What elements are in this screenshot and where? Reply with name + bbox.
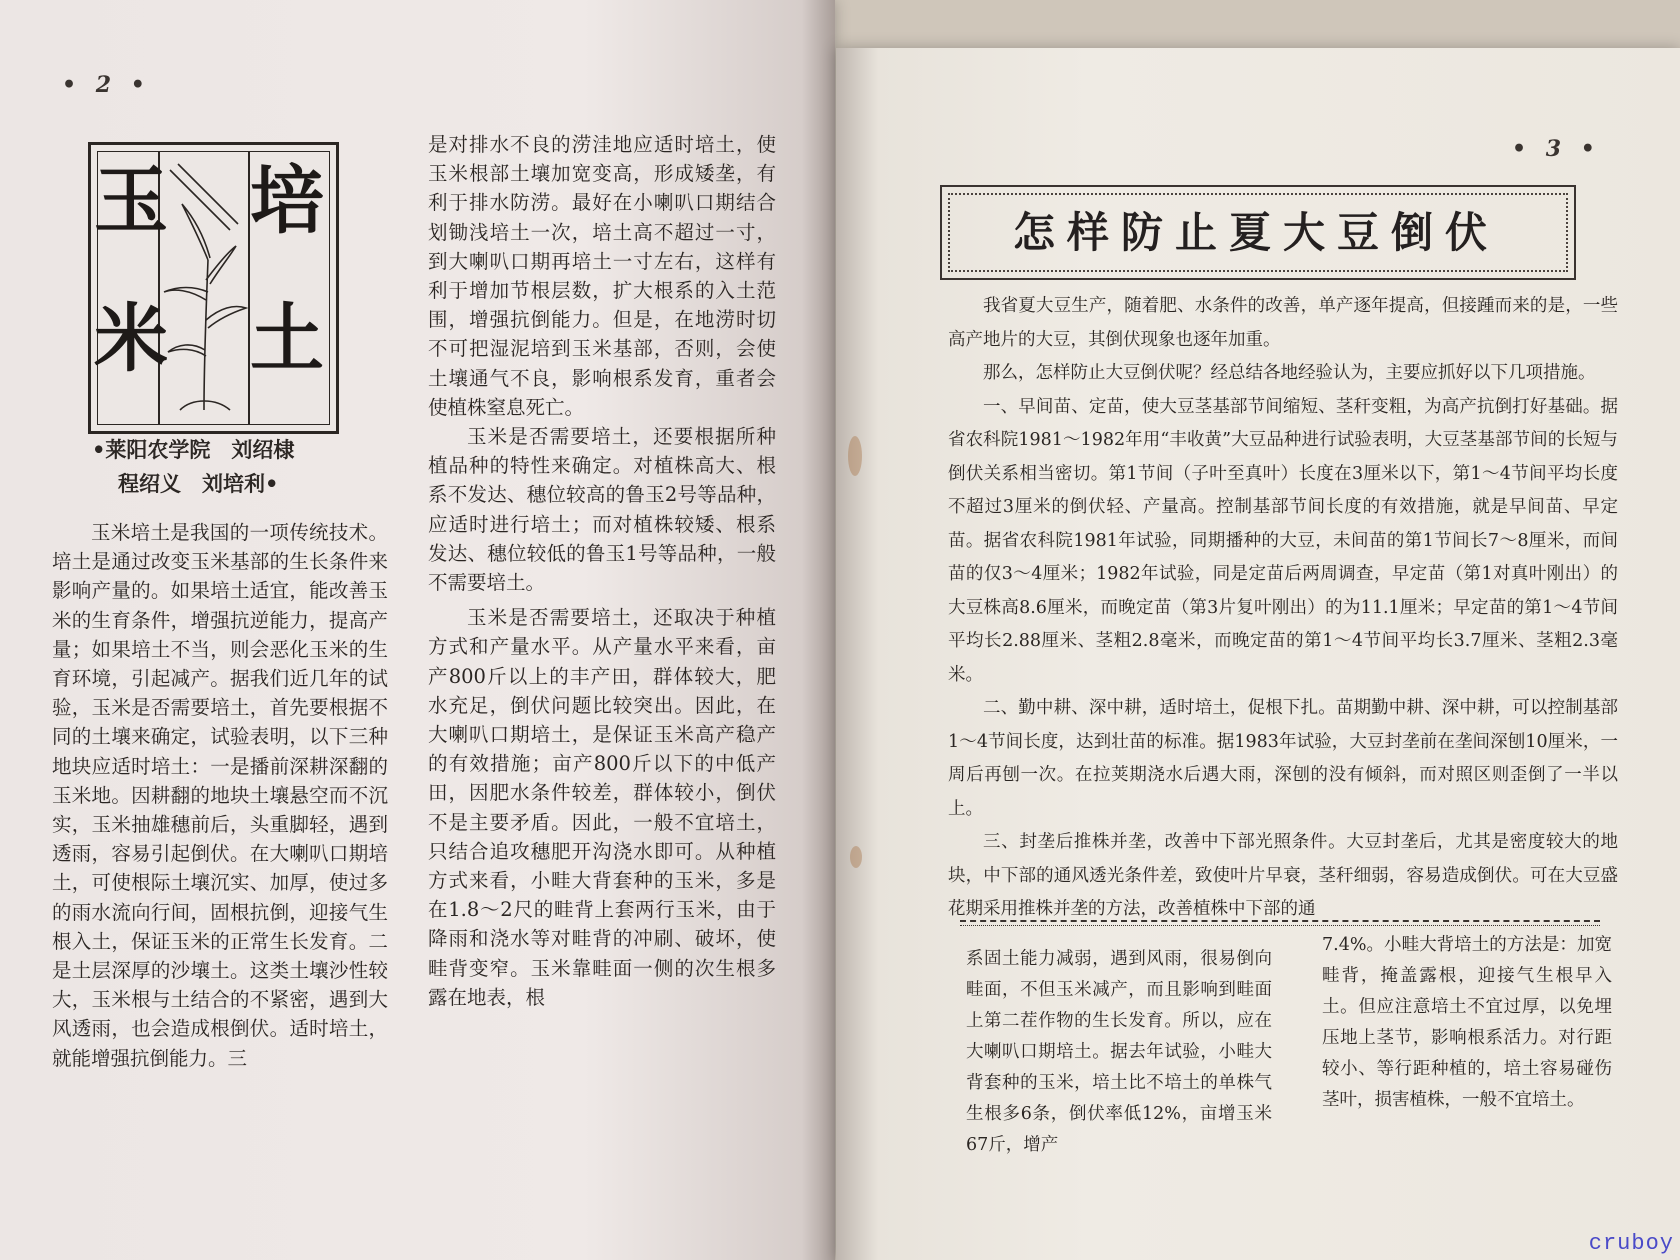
continued-column-left: [966, 944, 1272, 1161]
page-number-left: • 2 •: [62, 72, 151, 98]
title-box: [88, 142, 339, 434]
paragraph: 玉米培土是我国的一项传统技术。培土是通过改变玉米基部的生长条件来影响产量的。如果培土适宜，能改善玉米的生育条件，增强抗逆能力，提高产量；如果培土不当，则会恶化玉米的生育环境，引起减产。据我们近几年的试验，玉米是否需要培土，首先要根据不同的土壤来确定，试验表明，以下三种地块应适时培土：一是播前深耕深翻的玉米地。因耕翻的地块土壤悬空而不沉实，玉米抽雄穗前后，头重脚轻，遇到透雨，容易引起倒伏。在大喇叭口期培土，可使根际土壤沉实、加厚，使过多的雨水流向行间，固根抗倒，迎接气生根入土，保证玉米的正常生长发育。二是土层深厚的沙壤土。这类土壤沙性较大，玉米根与土结合的不紧密，遇到大风透雨，也会造成根倒伏。适时培土，就能增强抗倒能力。三: [52, 521, 388, 1070]
author-byline-2: 程绍义 刘培利•: [118, 471, 279, 496]
paragraph: 我省夏大豆生产，随着肥、水条件的改善，单产逐年提高，但接踵而来的是，一些高产地片的大豆，其倒伏现象也逐年加重。: [948, 296, 1618, 350]
paragraph: 那么，怎样防止大豆倒伏呢？经总结各地经验认为，主要应抓好以下几项措施。: [983, 363, 1596, 383]
left-page: [0, 0, 835, 1260]
paragraph: 系固土能力减弱，遇到风雨，很易倒向畦面，不但玉米减产，而且影响到畦面上第二茬作物的生长发育。所以，应在大喇叭口期培土。据去年试验，小畦大背套种的玉米，培土比不培土的单株气生根多6条，倒伏率低12%，亩增玉米67斤，增产: [966, 949, 1272, 1155]
rust-stain: [850, 846, 862, 868]
paragraph: 三、封垄后推株并垄，改善中下部光照条件。大豆封垄后，尤其是密度较大的地块，中下部的通风透光条件差，致使叶片早衰，茎秆细弱，容易造成倒伏。可在大豆盛花期采用推株并垄的方法，改善植株中下部的通: [948, 832, 1618, 919]
title-char: 培: [250, 158, 324, 244]
title-box-inner: [94, 151, 330, 425]
page-number-right: • 3 •: [1512, 136, 1601, 162]
rust-stain: [848, 436, 862, 476]
article-body: [948, 290, 1618, 927]
author-byline-1: •莱阳农学院 刘绍棣: [92, 437, 295, 462]
title-char: 玉: [94, 158, 168, 244]
paragraph: 7.4%。小畦大背培土的方法是：加宽畦背，掩盖露根，迎接气生根早入土。但应注意培土不宜过厚，以免埋压地上茎节，影响根系活力。对行距较小、等行距种植的，培土容易碰伤茎叶，损害植株，一般不宜培土。: [1322, 935, 1612, 1110]
article-column-1: [52, 518, 388, 1073]
paragraph: 一、早间苗、定苗，使大豆茎基部节间缩短、茎秆变粗，为高产抗倒打好基础。据省农科院1981～1982年用“丰收黄”大豆品种进行试验表明，大豆茎基部节间的长短与倒伏关系相当密切。第1节间（子叶至真叶）长度在3厘米以下，第1～4节间平均长度不超过3厘米的倒伏轻、产量高。控制基部节间长度的有效措施，就是早间苗、早定苗。据省农科院1981年试验，同期播种的大豆，未间苗的第1节间长7～8厘米，而间苗的仅3～4厘米；1982年试验，同是定苗后两周调查，早定苗（第1对真叶刚出）的大豆株高8.6厘米，而晚定苗（第3片复叶刚出）的为11.1厘米；早定苗的第1～4节间平均长2.88厘米、茎粗2.8毫米，而晚定苗的第1～4节间平均长3.7厘米、茎粗2.3毫米。: [948, 396, 1618, 685]
paragraph: 是对排水不良的涝洼地应适时培土，使玉米根部土壤加宽变高，形成矮垄，有利于排水防涝。最好在小喇叭口期结合划锄浅培土一次，培土高不超过一寸，到大喇叭口期再培土一寸左右，这样有利于增加节根层数，扩大根系的入土范围，增强抗倒能力。但是，在地涝时切不可把湿泥培到玉米基部，否则，会使土壤通气不良，影响根系发育，重者会使植株窒息死亡。: [428, 133, 776, 419]
article-column-2: [428, 130, 776, 1012]
paragraph: 玉米是否需要培土，还要根据所种植品种的特性来确定。对植株高大、根系不发达、穗位较高的鲁玉2号等品种，应适时进行培土；而对植株较矮、根系发达、穗位较低的鲁玉1号等品种，一般不需要培土。: [428, 425, 776, 595]
continued-column-right: [1322, 930, 1612, 1116]
paragraph: 二、勤中耕、深中耕，适时培土，促根下扎。苗期勤中耕、深中耕，可以控制基部1～4节间长度，达到壮苗的标准。据1983年试验，大豆封垄前在垄间深刨10厘米，一周后再刨一次。在拉荚期浇水后遇大雨，深刨的没有倾斜，而对照区则歪倒了一半以上。: [948, 698, 1618, 819]
article-title: 怎样防止夏大豆倒伏: [1012, 208, 1499, 257]
title-char: 米: [94, 296, 168, 382]
title-char: 土: [250, 296, 324, 382]
paragraph: 玉米是否需要培土，还取决于种植方式和产量水平。从产量水平来看，亩产800斤以上的丰产田，群体较大，肥水充足，倒伏问题比较突出。因此，在大喇叭口期培土，是保证玉米高产稳产的有效措施；亩产800斤以下的中低产田，因肥水条件较差，群体较小，倒伏不是主要矛盾。因此，一般不宜培土，只结合追攻穗肥开沟浇水即可。从种植方式来看，小畦大背套种的玉米，多是在1.8～2尺的畦背上套两行玉米，由于降雨和浇水等对畦背的冲刷、破坏，使畦背变窄。玉米靠畦面一侧的次生根多露在地表，根: [428, 606, 776, 1009]
corn-plant-illustration: [160, 160, 248, 422]
watermark: cruboy: [1588, 1231, 1674, 1256]
